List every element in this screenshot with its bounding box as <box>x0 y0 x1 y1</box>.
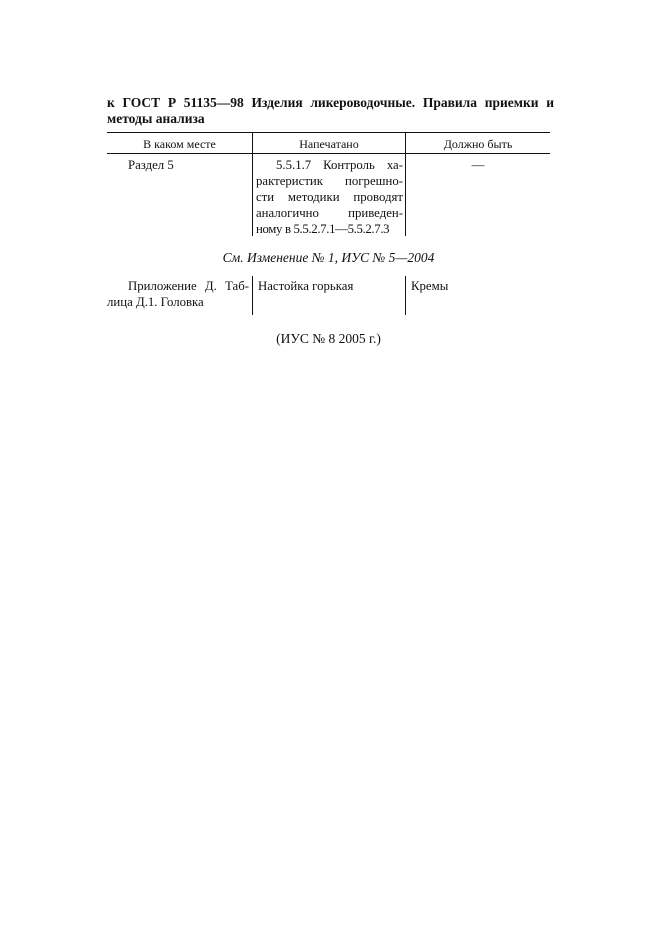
printed-line: 5.5.1.7 Контроль ха- <box>276 158 403 172</box>
header-divider <box>405 132 406 153</box>
cell-should-be: Кремы <box>411 279 449 293</box>
printed-line: рактеристик погрешно- <box>256 174 403 188</box>
amendment-reference: См. Изменение № 1, ИУС № 5—2004 <box>222 250 435 265</box>
column-divider <box>252 276 253 315</box>
column-divider <box>252 153 253 236</box>
column-header-should-be: Должно быть <box>443 137 513 151</box>
printed-line: ному в 5.5.2.7.1—5.5.2.7.3 <box>256 222 390 236</box>
table-header-rule <box>107 153 550 154</box>
printed-line: сти методики проводят <box>256 190 403 204</box>
header-divider <box>252 132 253 153</box>
column-divider <box>405 153 406 236</box>
column-header-place: В каком месте <box>143 137 216 151</box>
column-header-printed: Напечатано <box>299 137 359 151</box>
document-title: к ГОСТ Р 51135—98 Изделия ликероводочные. Правила приемки и методы анализа <box>107 95 554 126</box>
cell-place <box>107 278 249 310</box>
place-line: лица Д.1. Головка <box>107 295 204 309</box>
table-top-rule <box>107 132 550 133</box>
printed-line: аналогично приведен- <box>256 206 403 220</box>
place-line: Приложение Д. Таб- <box>128 279 249 293</box>
cell-printed <box>256 157 403 237</box>
footer-source-note: (ИУС № 8 2005 г.) <box>276 331 381 346</box>
cell-should-be: — <box>471 158 485 172</box>
cell-printed: Настойка горькая <box>258 279 354 293</box>
cell-place: Раздел 5 <box>128 158 174 172</box>
column-divider <box>405 276 406 315</box>
